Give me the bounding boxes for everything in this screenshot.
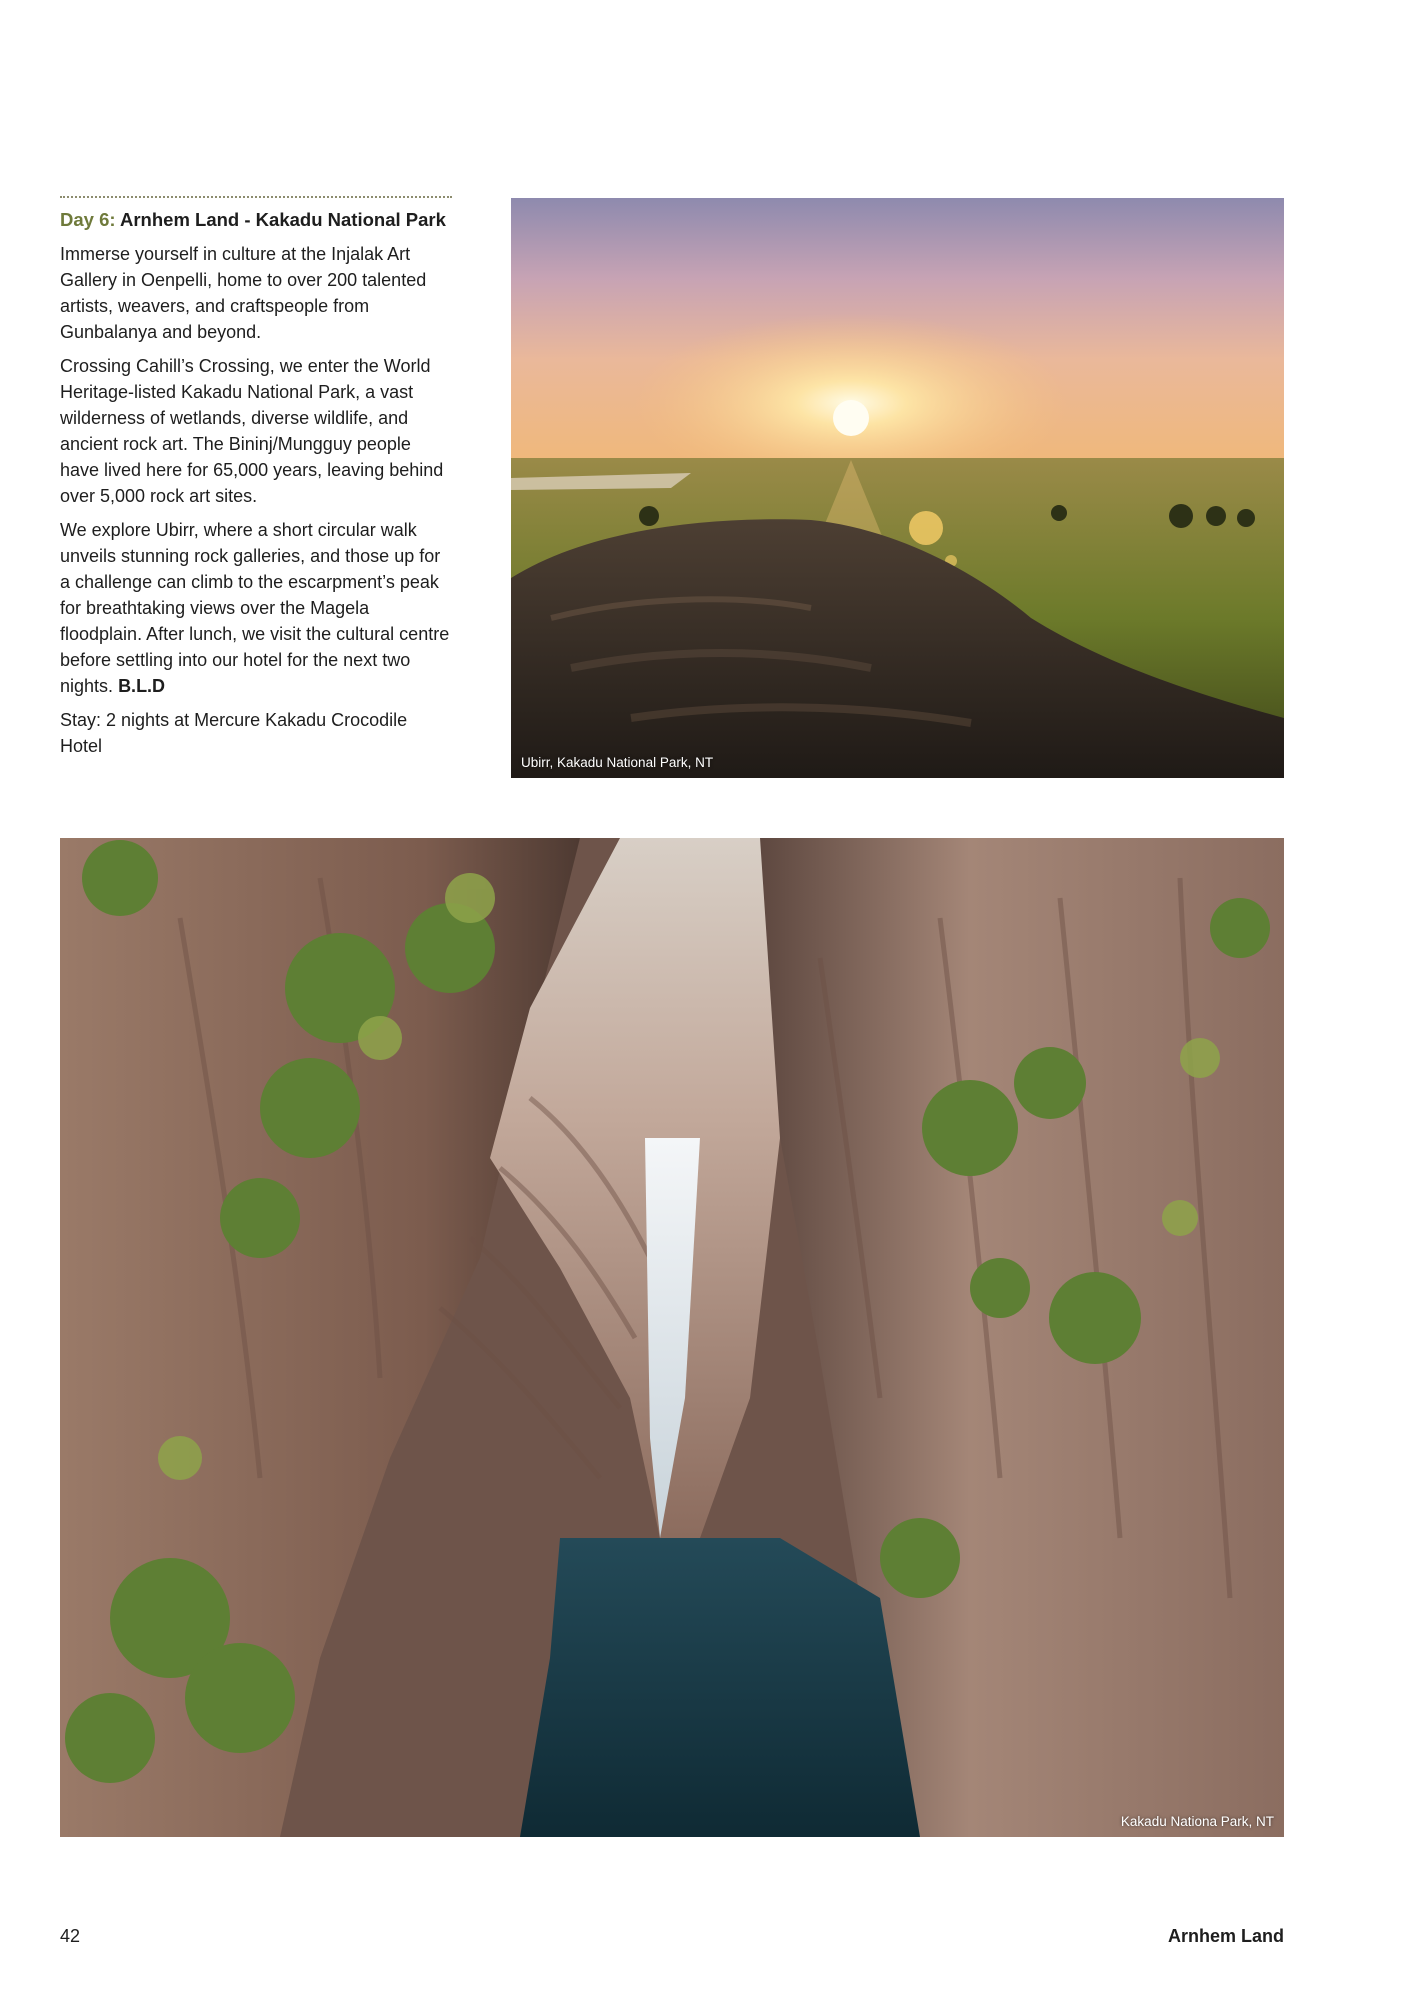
kakadu-gorge-photo — [60, 838, 1284, 1837]
meals-included: B.L.D — [118, 676, 166, 696]
page-number: 42 — [60, 1926, 81, 1946]
paragraph-culture: Immerse yourself in culture at the Injalak Art Gallery in Oenpelli, home to over 200 talented artists, weavers, and craftspeople from Gunbalanya and beyond. — [60, 244, 427, 342]
paragraph-kakadu: Crossing Cahill’s Crossing, we enter the World Heritage-listed Kakadu National Park, a vast wilderness of wetlands, diverse wildlife, and ancient rock art. The Bininj/Mungguy people have lived here for 65,000 years, leaving behind over 5,000 rock art sites. — [60, 356, 444, 506]
section-title: Arnhem Land — [1167, 1926, 1284, 1946]
day-heading — [60, 207, 452, 233]
kakadu-photo-illustration — [60, 838, 1284, 1837]
itinerary-text-column — [60, 196, 452, 767]
day-title: Arnhem Land - Kakadu National Park — [120, 209, 446, 230]
day-description — [60, 241, 452, 759]
day-label: Day 6: — [60, 209, 116, 230]
kakadu-photo-caption: Kakadu Nationa Park, NT — [1120, 1814, 1274, 1829]
ubirr-photo-caption: Ubirr, Kakadu National Park, NT — [521, 755, 714, 770]
ubirr-photo-illustration — [511, 198, 1284, 778]
ubirr-sunset-photo — [511, 198, 1284, 778]
paragraph-ubirr — [60, 517, 452, 699]
stay-info: Stay: 2 nights at Mercure Kakadu Crocodile Hotel — [60, 710, 408, 756]
paragraph-ubirr-text: We explore Ubirr, where a short circular walk unveils stunning rock galleries, and those up for a challenge can climb to the escarpment’s peak for breathtaking views over the Magela floodplain. After lunch, we visit the cultural centre before settling into our hotel for the next two nights. — [60, 520, 450, 696]
